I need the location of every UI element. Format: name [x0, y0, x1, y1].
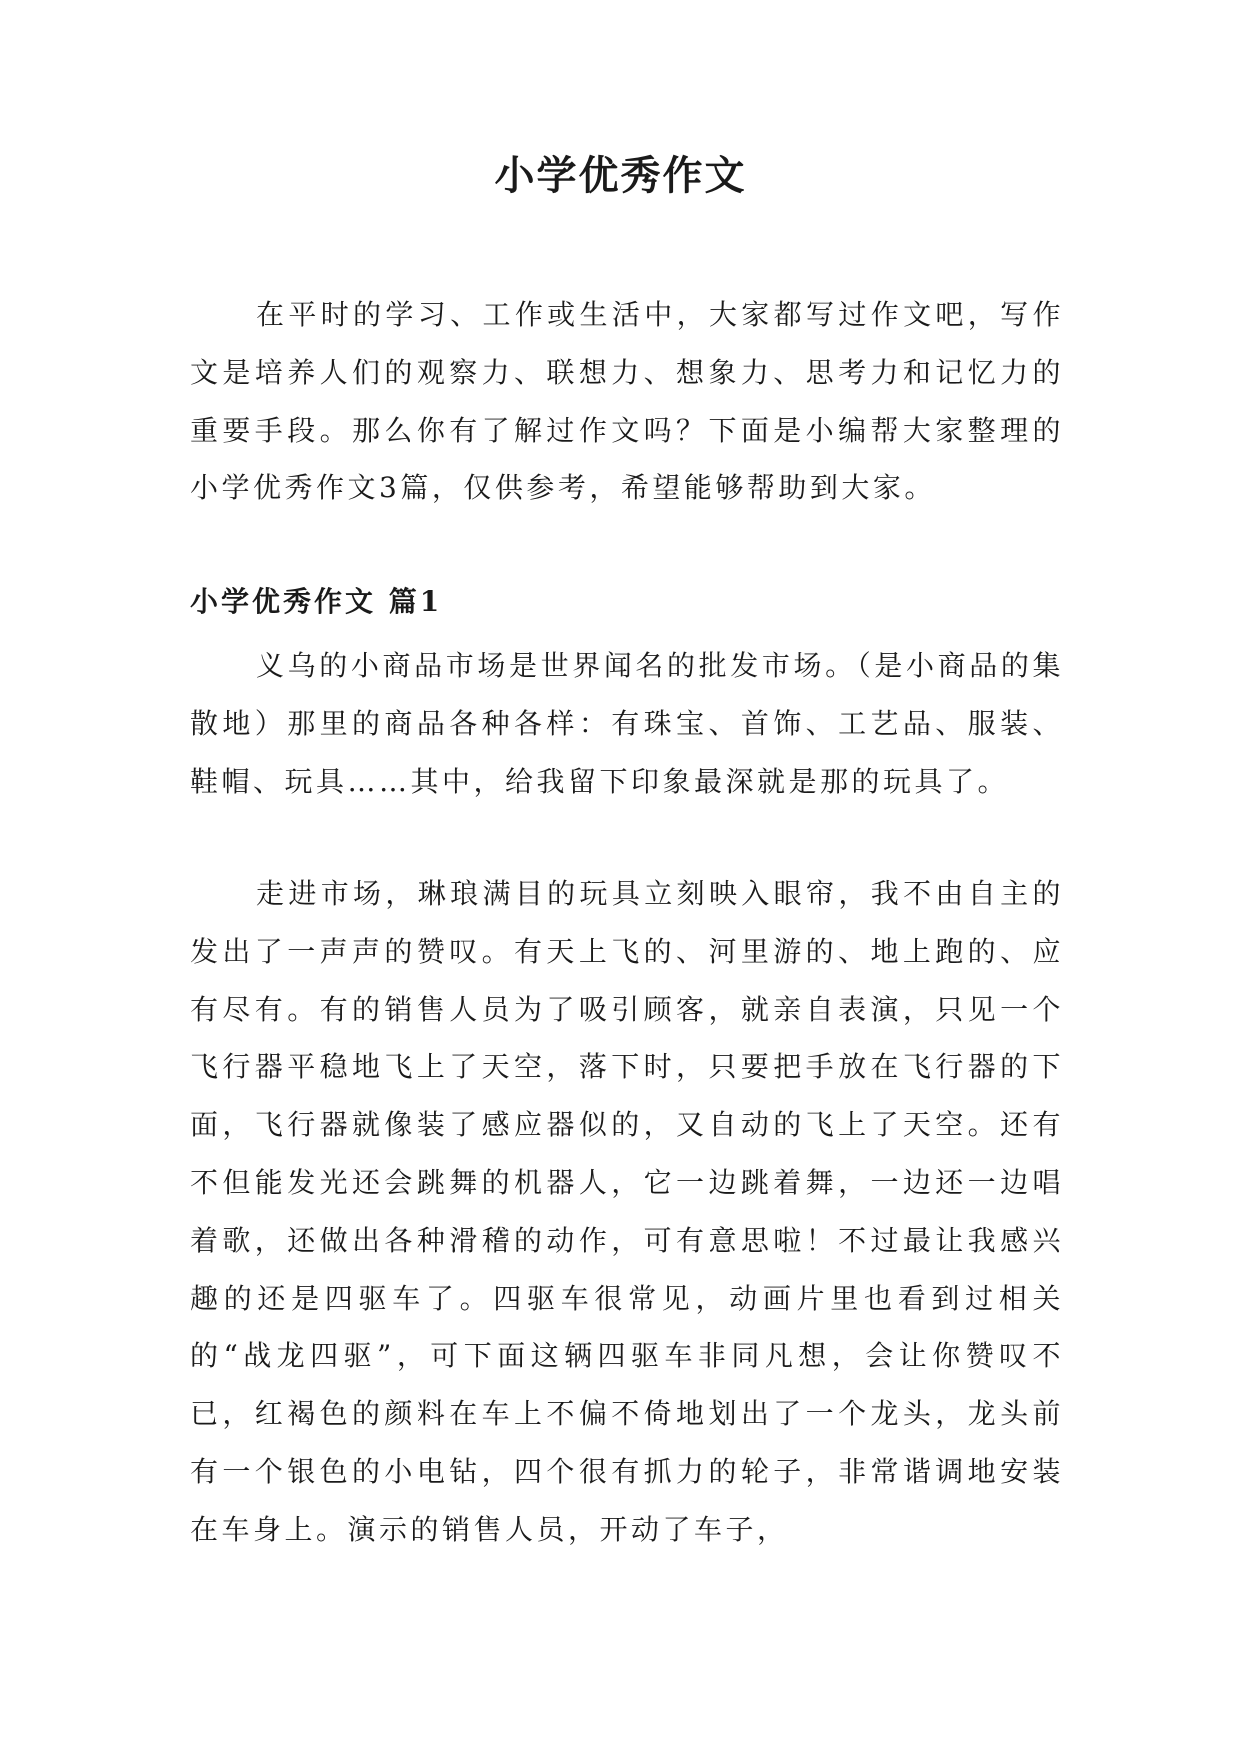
intro-paragraph: 在平时的学习、工作或生活中，大家都写过作文吧，写作文是培养人们的观察力、联想力、想象力、思考力和记忆力的重要手段。那么你有了解过作文吗？下面是小编帮大家整理的小学优秀作文3篇，仅供参考，希望能够帮助到大家。	[190, 298, 1064, 505]
document-title: 小学优秀作文	[494, 152, 747, 199]
body-paragraph: 走进市场，琳琅满目的玩具立刻映入眼帘，我不由自主的发出了一声声的赞叹。有天上飞的、河里游的、地上跑的、应有尽有。有的销售人员为了吸引顾客，就亲自表演，只见一个飞行器平稳地飞上了天空，落下时，只要把手放在飞行器的下面，飞行器就像装了感应器似的，又自动的飞上了天空。还有不但能发光还会跳舞的机器人，它一边跳着舞，一边还一边唱着歌，还做出各种滑稽的动作，可有意思啦！不过最让我感兴趣的还是四驱车了。四驱车很常见，动画片里也看到过相关的“战龙四驱”，可下面这辆四驱车非同凡想，会让你赞叹不已，红褐色的颜料在车上不偏不倚地划出了一个龙头，龙头前有一个银色的小电钻，四个很有抓力的轮子，非常谐调地安装在车身上。演示的销售人员，开动了车子，	[190, 877, 1064, 1546]
body-paragraph: 义乌的小商品市场是世界闻名的批发市场。（是小商品的集散地）那里的商品各种各样：有珠宝、首饰、工艺品、服装、鞋帽、玩具……其中，给我留下印象最深就是那的玩具了。	[190, 649, 1064, 798]
section-heading: 小学优秀作文 篇1	[190, 585, 443, 618]
